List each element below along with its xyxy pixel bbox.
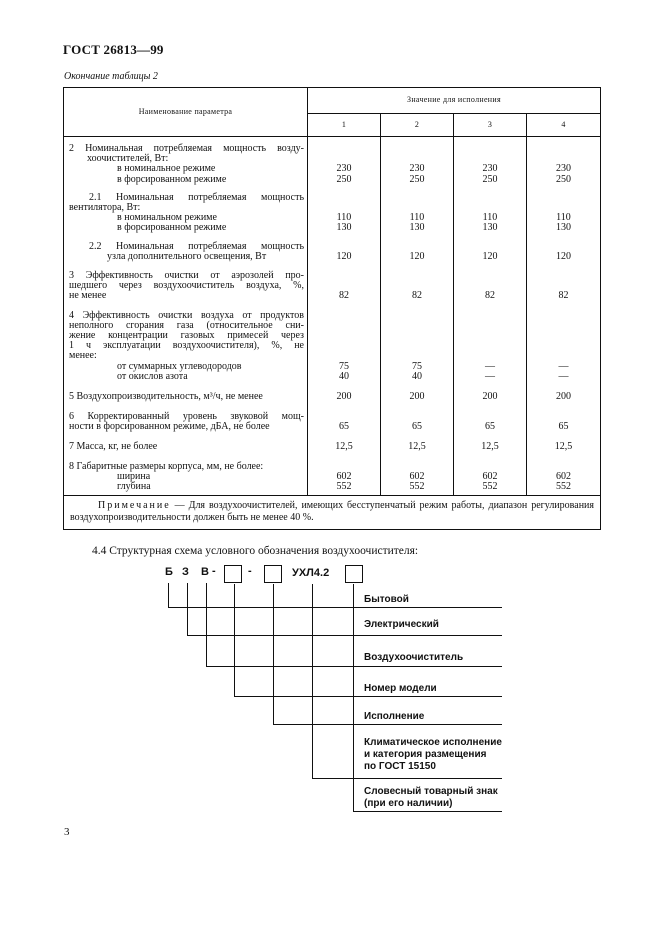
- value-cell: 110 130: [454, 185, 527, 234]
- value-cell: 75 40: [381, 302, 454, 382]
- table-row: [64, 433, 601, 452]
- value-cell: 200: [454, 382, 527, 402]
- connector-line: [353, 811, 502, 812]
- value-cell: 75 40: [308, 302, 381, 382]
- value-cell: 82: [381, 262, 454, 302]
- value-cell: 200: [308, 382, 381, 402]
- trademark-box: [345, 565, 363, 583]
- value-cell: 602 552: [454, 452, 527, 496]
- value-cell: 65: [381, 402, 454, 432]
- table-row: [64, 137, 601, 185]
- connector-line: [168, 583, 169, 607]
- connector-line: [206, 583, 207, 666]
- label-climate-1: Климатическое исполнение: [364, 737, 502, 748]
- param-cell: 7 Масса, кг, не более: [64, 433, 308, 452]
- symbol-z: З: [182, 566, 189, 578]
- value-cell: 230 250: [381, 137, 454, 185]
- param-header: Наименование параметра: [64, 88, 308, 137]
- value-cell: 230 250: [454, 137, 527, 185]
- value-cell: 230 250: [308, 137, 381, 185]
- symbol-v: В: [201, 566, 209, 578]
- page-number: 3: [64, 826, 70, 838]
- connector-line: [273, 584, 274, 724]
- connector-line: [206, 666, 502, 667]
- label-air-purifier: Воздухоочиститель: [364, 652, 464, 663]
- param-cell: 2 Номинальная потребляемая мощность возду- хоочистителей, Вт: в номинальное режиме в форсированном режиме: [64, 137, 308, 185]
- note-text: — Для воздухоочистителей, имеющих бесступенчатый режим работы, диапазон регулирования воздухопроизводительности должен быть не менее 40 %.: [70, 500, 594, 524]
- value-cell: 65: [527, 402, 601, 432]
- value-cell: 82: [454, 262, 527, 302]
- value-cell: 12,5: [454, 433, 527, 452]
- column-header-3: 3: [454, 114, 527, 137]
- param-cell: 2.2 Номинальная потребляемая мощность узла дополнительного освещения, Вт: [64, 234, 308, 262]
- connector-line: [273, 724, 502, 725]
- param-cell: 6 Корректированный уровень звуковой мощ- ности в форсированном режиме, дБА, не более: [64, 402, 308, 432]
- table-row: [64, 452, 601, 496]
- label-trademark-2: (при его наличии): [364, 798, 453, 809]
- value-cell: — —: [527, 302, 601, 382]
- label-model-number: Номер модели: [364, 683, 437, 694]
- value-cell: — —: [454, 302, 527, 382]
- param-cell: 4 Эффективность очистки воздуха от продуктов неполного сгорания газа (относительное сни- жение концентрации газовых примесей через 1 ч эксплуатации воздухоочистителя), %, не менее: от суммарных углеводородов от окислов азота: [64, 302, 308, 382]
- label-climate-2: и категория размещения: [364, 749, 487, 760]
- value-cell: 65: [308, 402, 381, 432]
- parameters-table: [63, 87, 601, 530]
- section-title: 4.4 Структурная схема условного обозначения воздухоочистителя:: [92, 545, 419, 557]
- label-household: Бытовой: [364, 594, 409, 605]
- symbol-b: Б: [165, 566, 173, 578]
- table-row: [64, 185, 601, 234]
- param-cell: 8 Габаритные размеры корпуса, мм, не более: ширина глубина: [64, 452, 308, 496]
- symbol-climate: УХЛ4.2: [292, 567, 330, 579]
- column-header-4: 4: [527, 114, 601, 137]
- table-row: [64, 262, 601, 302]
- value-cell: 602 552: [527, 452, 601, 496]
- connector-line: [234, 584, 235, 696]
- version-box: [264, 565, 282, 583]
- table-row: [64, 302, 601, 382]
- connector-line: [168, 607, 502, 608]
- value-cell: 82: [527, 262, 601, 302]
- table-row: [64, 382, 601, 402]
- connector-line: [353, 584, 354, 811]
- value-cell: 110 130: [308, 185, 381, 234]
- value-cell: 110 130: [527, 185, 601, 234]
- value-cell: 120: [527, 234, 601, 262]
- label-trademark-1: Словесный товарный знак: [364, 786, 498, 797]
- value-cell: 12,5: [381, 433, 454, 452]
- value-cell: 230 250: [527, 137, 601, 185]
- table-note-row: [64, 496, 601, 530]
- column-header-2: 2: [381, 114, 454, 137]
- table-caption: Окончание таблицы 2: [64, 71, 158, 82]
- label-electric: Электрический: [364, 619, 439, 630]
- connector-line: [187, 635, 502, 636]
- value-cell: 200: [527, 382, 601, 402]
- symbol-dash-1: -: [212, 565, 216, 577]
- label-climate-3: по ГОСТ 15150: [364, 761, 436, 772]
- model-number-box: [224, 565, 242, 583]
- param-cell: 5 Воздухопроизводительность, м³/ч, не менее: [64, 382, 308, 402]
- value-cell: 120: [381, 234, 454, 262]
- value-cell: 82: [308, 262, 381, 302]
- value-header: Значение для исполнения: [308, 88, 601, 114]
- table-row: [64, 402, 601, 432]
- connector-line: [187, 583, 188, 635]
- column-header-1: 1: [308, 114, 381, 137]
- note-label: Примечание: [98, 500, 171, 512]
- symbol-dash-2: -: [248, 565, 252, 577]
- connector-line: [312, 584, 313, 778]
- connector-line: [234, 696, 502, 697]
- value-cell: 602 552: [308, 452, 381, 496]
- value-cell: 12,5: [527, 433, 601, 452]
- value-cell: 120: [454, 234, 527, 262]
- param-cell: 3 Эффективность очистки от аэрозолей про- шедшего через воздухоочиститель воздуха, %, не менее: [64, 262, 308, 302]
- document-title: ГОСТ 26813—99: [63, 42, 164, 57]
- value-cell: 12,5: [308, 433, 381, 452]
- table-row: [64, 234, 601, 262]
- value-cell: 110 130: [381, 185, 454, 234]
- param-cell: 2.1 Номинальная потребляемая мощность вентилятора, Вт: в номинальном режиме в форсированном режиме: [64, 185, 308, 234]
- value-cell: 200: [381, 382, 454, 402]
- value-cell: 65: [454, 402, 527, 432]
- table-note: [64, 496, 601, 530]
- value-cell: 602 552: [381, 452, 454, 496]
- value-cell: 120: [308, 234, 381, 262]
- label-version: Исполнение: [364, 711, 425, 722]
- connector-line: [312, 778, 502, 779]
